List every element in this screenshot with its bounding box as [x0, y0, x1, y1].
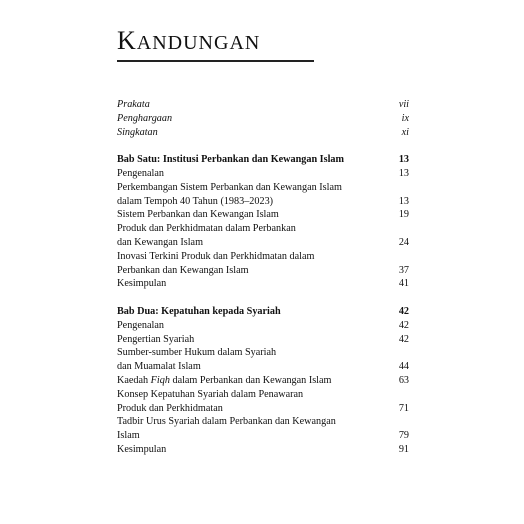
- toc-entry-title: Bab Dua: Kepatuhan kepada Syariah: [117, 305, 281, 317]
- toc-page-number: 13: [398, 154, 409, 166]
- toc-page-number: 41: [398, 278, 409, 290]
- toc-page-number: 37: [398, 264, 409, 276]
- toc-entry-row: [117, 346, 409, 360]
- toc-entry-row: [117, 388, 409, 402]
- toc-entry-row: [117, 360, 409, 374]
- toc-entry-row: [117, 333, 409, 347]
- toc-page-number: 42: [398, 333, 409, 345]
- toc-entry-title: Islam: [117, 430, 140, 442]
- toc-entry-title: Produk dan Perkhidmatan dalam Perbankan: [117, 223, 296, 235]
- toc-entry-title-part: Kaedah: [117, 374, 151, 386]
- toc-entry-title: dan Kewangan Islam: [117, 236, 203, 248]
- toc-entry-row: [117, 429, 409, 443]
- toc-entry-row: [117, 264, 409, 278]
- toc-page-number: 79: [398, 430, 409, 442]
- toc-entry-title-part: Fiqh: [150, 374, 170, 386]
- toc-entry-title: Kesimpulan: [117, 278, 167, 290]
- toc-page-number: 13: [398, 167, 409, 179]
- toc-spacer: [117, 139, 409, 153]
- toc-entry-title-part: dalam Perbankan dan Kewangan Islam: [169, 374, 332, 386]
- toc-entry-title: Pengertian Syariah: [117, 333, 195, 345]
- toc-page-number: 24: [398, 236, 409, 248]
- toc-entry-title: Perkembangan Sistem Perbankan dan Kewangan Islam: [117, 181, 342, 193]
- toc-entry-title: Konsep Kepatuhan Syariah dalam Penawaran: [117, 388, 304, 400]
- toc-spacer: [117, 291, 409, 305]
- toc-entry-row: [117, 374, 409, 388]
- table-of-contents: [117, 98, 409, 457]
- toc-entry-title: dalam Tempoh 40 Tahun (1983–2023): [117, 195, 274, 207]
- toc-chapter-row: [117, 153, 409, 167]
- toc-entry-row: [117, 112, 409, 126]
- toc-chapter-row: [117, 305, 409, 319]
- toc-entry-row: [117, 402, 409, 416]
- toc-page-number: 63: [398, 374, 409, 386]
- toc-entry-title: Sumber-sumber Hukum dalam Syariah: [117, 347, 277, 359]
- toc-entry-title: Penghargaan: [117, 112, 173, 124]
- page-title-initial: K: [117, 26, 137, 55]
- toc-entry-row: [117, 208, 409, 222]
- toc-page-number: 91: [398, 443, 409, 455]
- toc-page-number: 19: [398, 209, 409, 221]
- toc-entry-title: Bab Satu: Institusi Perbankan dan Kewangan Islam: [117, 154, 345, 166]
- toc-entry-row: [117, 236, 409, 250]
- toc-entry-title: Perbankan dan Kewangan Islam: [117, 264, 249, 276]
- toc-entry-title: [117, 374, 331, 388]
- toc-page-number: 71: [398, 402, 409, 414]
- toc-entry-row: [117, 319, 409, 333]
- toc-entry-row: [117, 195, 409, 209]
- toc-entry-title: Pengenalan: [117, 167, 164, 179]
- toc-page-number: 42: [398, 305, 409, 317]
- toc-entry-row: [117, 277, 409, 291]
- toc-entry-row: [117, 98, 409, 112]
- toc-entry-title: dan Muamalat Islam: [117, 361, 201, 373]
- toc-entry-title: Pengenalan: [117, 319, 164, 331]
- page-title: [117, 28, 260, 54]
- toc-entry-row: [117, 222, 409, 236]
- toc-entry-title: Tadbir Urus Syariah dalam Perbankan dan Kewangan: [117, 416, 336, 428]
- toc-page-number: 44: [398, 361, 409, 373]
- toc-entry-row: [117, 167, 409, 181]
- toc-page-number: xi: [401, 126, 409, 138]
- toc-entry-title: Inovasi Terkini Produk dan Perkhidmatan dalam: [117, 250, 315, 262]
- toc-entry-row: [117, 181, 409, 195]
- toc-entry-title: Kesimpulan: [117, 443, 167, 455]
- toc-page-number: 42: [398, 319, 409, 331]
- toc-entry-row: [117, 415, 409, 429]
- toc-page-number: ix: [401, 112, 409, 124]
- toc-entry-title: Singkatan: [117, 126, 158, 138]
- toc-entry-row: [117, 250, 409, 264]
- toc-entry-row: [117, 126, 409, 140]
- toc-page-number: 13: [398, 195, 409, 207]
- toc-entry-row: [117, 443, 409, 457]
- toc-entry-title: Produk dan Perkhidmatan: [117, 402, 223, 414]
- title-underline: [117, 60, 314, 62]
- toc-entry-title: Sistem Perbankan dan Kewangan Islam: [117, 209, 279, 221]
- toc-page-number: vii: [398, 99, 409, 110]
- toc-entry-title: Prakata: [117, 99, 150, 110]
- page-title-rest: ANDUNGAN: [136, 32, 261, 54]
